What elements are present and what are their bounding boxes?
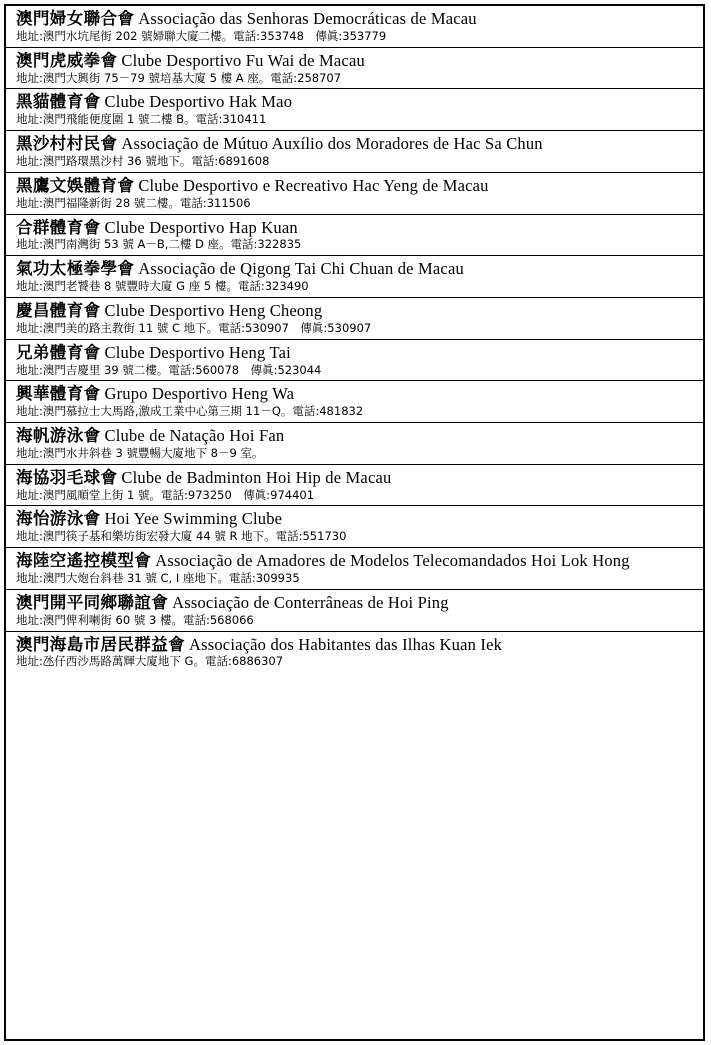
entry-name-portuguese: Associação de Conterrâneas de Hoi Ping — [172, 592, 449, 612]
entry-title — [16, 552, 695, 571]
entry-name-portuguese: Hoi Yee Swimming Clube — [104, 509, 283, 529]
association-directory-list — [4, 4, 705, 1041]
entry-name-portuguese: Clube Desportivo Hak Mao — [104, 92, 293, 112]
entry-name-chinese: 兄弟體育會 — [16, 342, 101, 362]
entry-address: 地址:澳門美的路主教街 11 號 C 地下。電話:530907 傳眞:530907 — [16, 320, 372, 335]
directory-entry — [6, 215, 703, 257]
entry-name-chinese: 海協羽毛球會 — [16, 467, 118, 487]
directory-entry — [6, 173, 703, 215]
entry-address: 地址:氹仔西沙馬路萬輝大廈地下 G。電話:6886307 — [16, 654, 284, 669]
directory-entry — [6, 131, 703, 173]
entry-address: 地址:澳門風順堂上街 1 號。電話:973250 傳眞:974401 — [16, 487, 315, 502]
entry-address: 地址:澳門大炮台斜巷 31 號 C, I 座地下。電話:309935 — [16, 571, 300, 586]
entry-name-portuguese: Clube Desportivo e Recreativo Hac Yeng de Macau — [138, 175, 489, 195]
directory-entry — [6, 298, 703, 340]
entry-address: 地址:澳門水井斜巷 3 號豐暢大廈地下 8－9 室。 — [16, 445, 264, 460]
entry-address: 地址:澳門吉慶里 39 號二樓。電話:560078 傳眞:523044 — [16, 362, 322, 377]
entry-title — [16, 427, 695, 446]
entry-name-portuguese: Clube Desportivo Heng Cheong — [104, 300, 323, 320]
entry-title — [16, 594, 695, 613]
entry-name-portuguese: Associação de Qigong Tai Chi Chuan de Macau — [138, 259, 464, 279]
entry-name-portuguese: Grupo Desportivo Heng Wa — [104, 384, 295, 404]
entry-title — [16, 469, 695, 488]
entry-name-portuguese: Clube Desportivo Heng Tai — [104, 342, 291, 362]
entry-title — [16, 260, 695, 279]
entry-address: 地址:澳門飛能便度圍 1 號二樓 B。電話:310411 — [16, 112, 267, 127]
entry-address: 地址:澳門大興街 75－79 號培基大廈 5 樓 A 座。電話:258707 — [16, 70, 342, 85]
directory-entry — [6, 506, 703, 548]
entry-name-chinese: 黑沙村村民會 — [16, 134, 118, 154]
entry-title — [16, 93, 695, 112]
entry-title — [16, 385, 695, 404]
entry-name-chinese: 澳門開平同鄉聯誼會 — [16, 592, 169, 612]
entry-name-portuguese: Associação de Mútuo Auxílio dos Moradores de Hac Sa Chun — [121, 134, 543, 154]
entry-title — [16, 177, 695, 196]
entry-title — [16, 510, 695, 529]
entry-name-chinese: 黑鷹文娛體育會 — [16, 175, 135, 195]
entry-name-chinese: 慶昌體育會 — [16, 300, 101, 320]
entry-title — [16, 52, 695, 71]
entry-address: 地址:澳門路環黑沙村 36 號地下。電話:6891608 — [16, 154, 270, 169]
entry-name-chinese: 合群體育會 — [16, 217, 101, 237]
entry-title — [16, 302, 695, 321]
entry-address: 地址:澳門南灣街 53 號 A－B,二樓 D 座。電話:322835 — [16, 237, 302, 252]
directory-entry — [6, 89, 703, 131]
entry-address: 地址:澳門慕拉士大馬路,激成工業中心第三期 11－Q。電話:481832 — [16, 404, 364, 419]
entry-title — [16, 219, 695, 238]
entry-name-portuguese: Clube Desportivo Hap Kuan — [104, 217, 298, 237]
directory-entry — [6, 632, 703, 673]
entry-address: 地址:澳門水坑尾街 202 號婦聯大廈二樓。電話:353748 傳眞:353779 — [16, 28, 387, 43]
entry-name-portuguese: Associação de Amadores de Modelos Telecomandados Hoi Lok Hong — [155, 551, 630, 571]
entry-address: 地址:澳門俾利喇街 60 號 3 樓。電話:568066 — [16, 612, 254, 627]
entry-address: 地址:澳門老饕巷 8 號豐時大廈 G 座 5 樓。電話:323490 — [16, 279, 309, 294]
directory-entry — [6, 340, 703, 382]
entry-name-chinese: 黑貓體育會 — [16, 92, 101, 112]
directory-entry — [6, 381, 703, 423]
entry-name-chinese: 海怡游泳會 — [16, 509, 101, 529]
directory-entry — [6, 465, 703, 507]
entry-name-chinese: 澳門虎威拳會 — [16, 50, 118, 70]
directory-entry — [6, 423, 703, 465]
entry-name-portuguese: Associação dos Habitantes das Ilhas Kuan Iek — [189, 634, 503, 654]
entry-title — [16, 636, 695, 655]
entry-address: 地址:澳門筷子基和樂坊街宏發大廈 44 號 R 地下。電話:551730 — [16, 529, 347, 544]
entry-name-portuguese: Clube de Badminton Hoi Hip de Macau — [121, 467, 392, 487]
entry-name-portuguese: Clube Desportivo Fu Wai de Macau — [121, 50, 365, 70]
directory-entry — [6, 48, 703, 90]
directory-entry — [6, 590, 703, 632]
entry-name-chinese: 澳門婦女聯合會 — [16, 9, 135, 28]
entry-name-chinese: 澳門海島市居民群益會 — [16, 634, 185, 654]
entry-name-chinese: 海帆游泳會 — [16, 426, 101, 446]
entry-title — [16, 10, 695, 29]
entry-name-chinese: 興華體育會 — [16, 384, 101, 404]
entry-title — [16, 344, 695, 363]
directory-entry — [6, 548, 703, 590]
entry-address: 地址:澳門福隆新街 28 號二樓。電話:311506 — [16, 195, 251, 210]
directory-entry — [6, 256, 703, 298]
entry-name-chinese: 氣功太極拳學會 — [16, 259, 135, 279]
entry-title — [16, 135, 695, 154]
entry-name-chinese: 海陸空遙控模型會 — [16, 551, 152, 571]
directory-entry — [6, 6, 703, 48]
entry-name-portuguese: Clube de Natação Hoi Fan — [104, 426, 285, 446]
entry-name-portuguese: Associação das Senhoras Democráticas de Macau — [138, 9, 477, 28]
